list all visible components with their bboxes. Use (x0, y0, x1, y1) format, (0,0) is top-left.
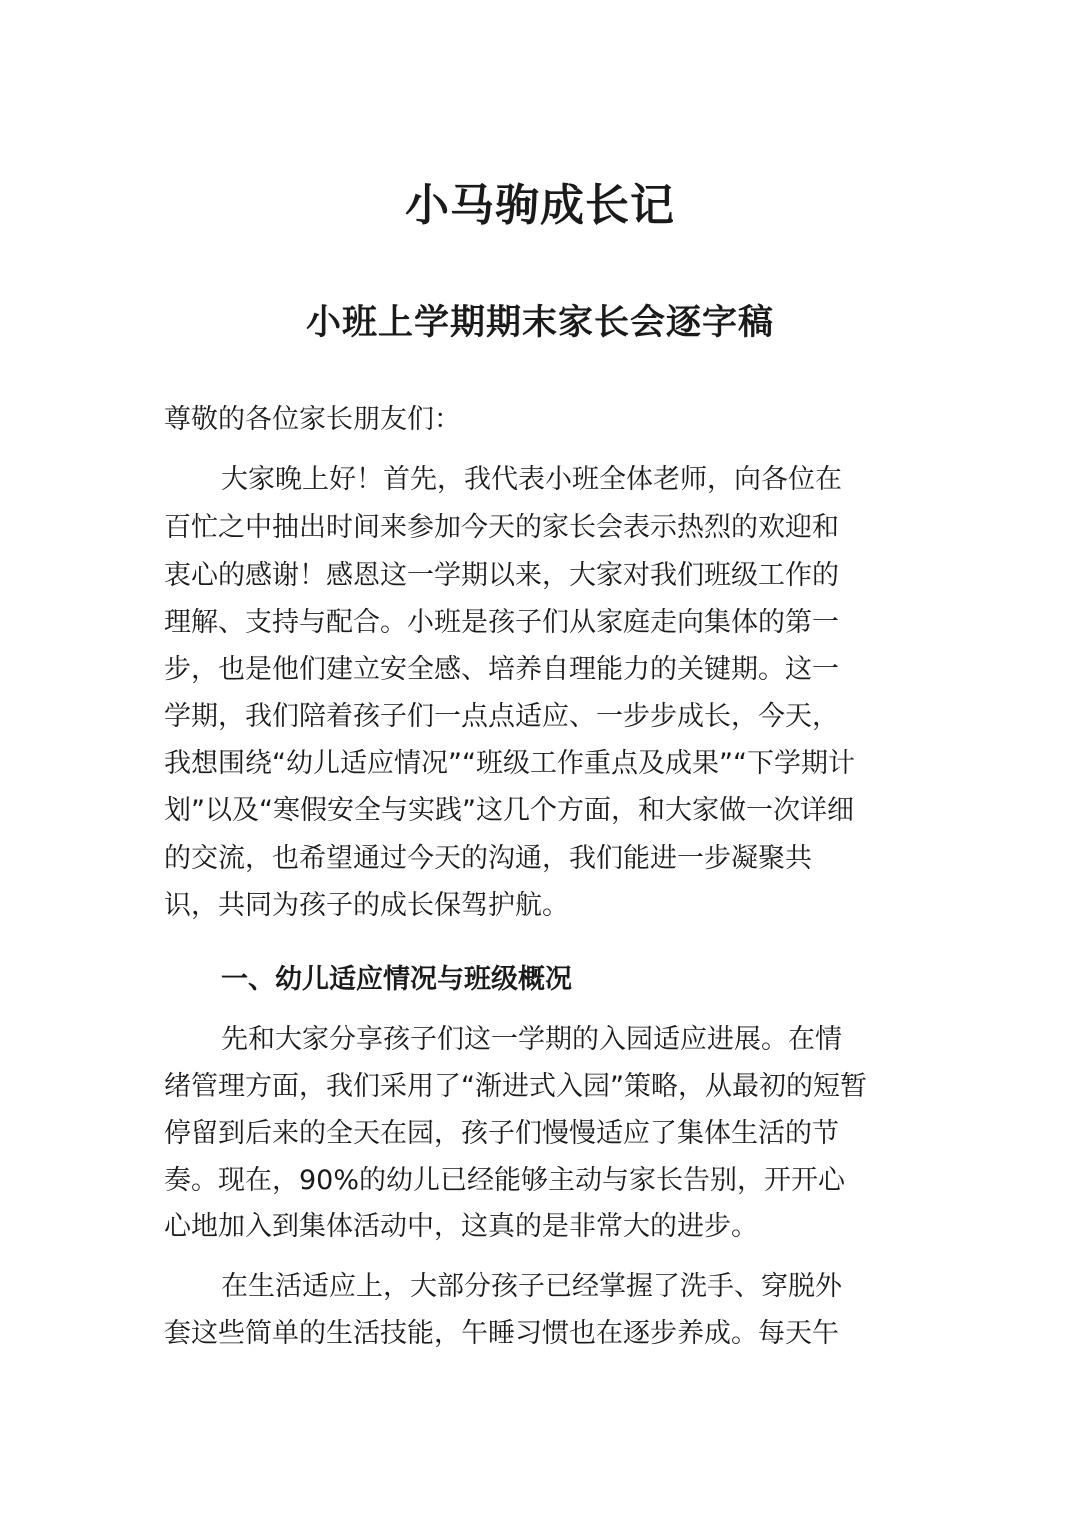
paragraph-line: 步，也是他们建立安全感、培养自理能力的关键期。这一 (164, 654, 839, 685)
paragraph-line: 在生活适应上，大部分孩子已经掌握了洗手、穿脱外 (221, 1271, 842, 1302)
paragraph-line: 百忙之中抽出时间来参加今天的家长会表示热烈的欢迎和 (164, 512, 839, 543)
paragraph-line: 先和大家分享孩子们这一学期的入园适应进展。在情 (221, 1024, 842, 1055)
paragraph-line: 的交流，也希望通过今天的沟通，我们能进一步凝聚共 (164, 843, 812, 874)
paragraph-line: 我想围绕“幼儿适应情况”“班级工作重点及成果”“下学期计 (164, 748, 855, 779)
paragraph-line: 心地加入到集体活动中，这真的是非常大的进步。 (164, 1211, 758, 1242)
paragraph-line: 理解、支持与配合。小班是孩子们从家庭走向集体的第一 (164, 607, 839, 638)
paragraph-line: 划”以及“寒假安全与实践”这几个方面，和大家做一次详细 (164, 795, 854, 826)
salutation: 尊敬的各位家长朋友们： (164, 404, 461, 435)
paragraph-line: 停留到后来的全天在园，孩子们慢慢适应了集体生活的节 (164, 1118, 839, 1149)
document-title: 小马驹成长记 (405, 180, 675, 231)
paragraph-line: 衷心的感谢！感恩这一学期以来，大家对我们班级工作的 (164, 560, 839, 591)
paragraph-line: 绪管理方面，我们采用了“渐进式入园”策略，从最初的短暂 (164, 1071, 867, 1102)
paragraph-line: 套这些简单的生活技能，午睡习惯也在逐步养成。每天午 (164, 1318, 839, 1349)
section-heading: 一、幼儿适应情况与班级概况 (221, 964, 572, 995)
paragraph-line: 大家晚上好！首先，我代表小班全体老师，向各位在 (221, 464, 842, 495)
document-subtitle: 小班上学期期末家长会逐字稿 (305, 303, 774, 343)
paragraph-line: 学期，我们陪着孩子们一点点适应、一步步成长，今天， (164, 701, 839, 732)
paragraph-line: 识，共同为孩子的成长保驾护航。 (164, 890, 569, 921)
paragraph-line: 奏。现在，90%的幼儿已经能够主动与家长告别，开开心 (164, 1165, 846, 1196)
